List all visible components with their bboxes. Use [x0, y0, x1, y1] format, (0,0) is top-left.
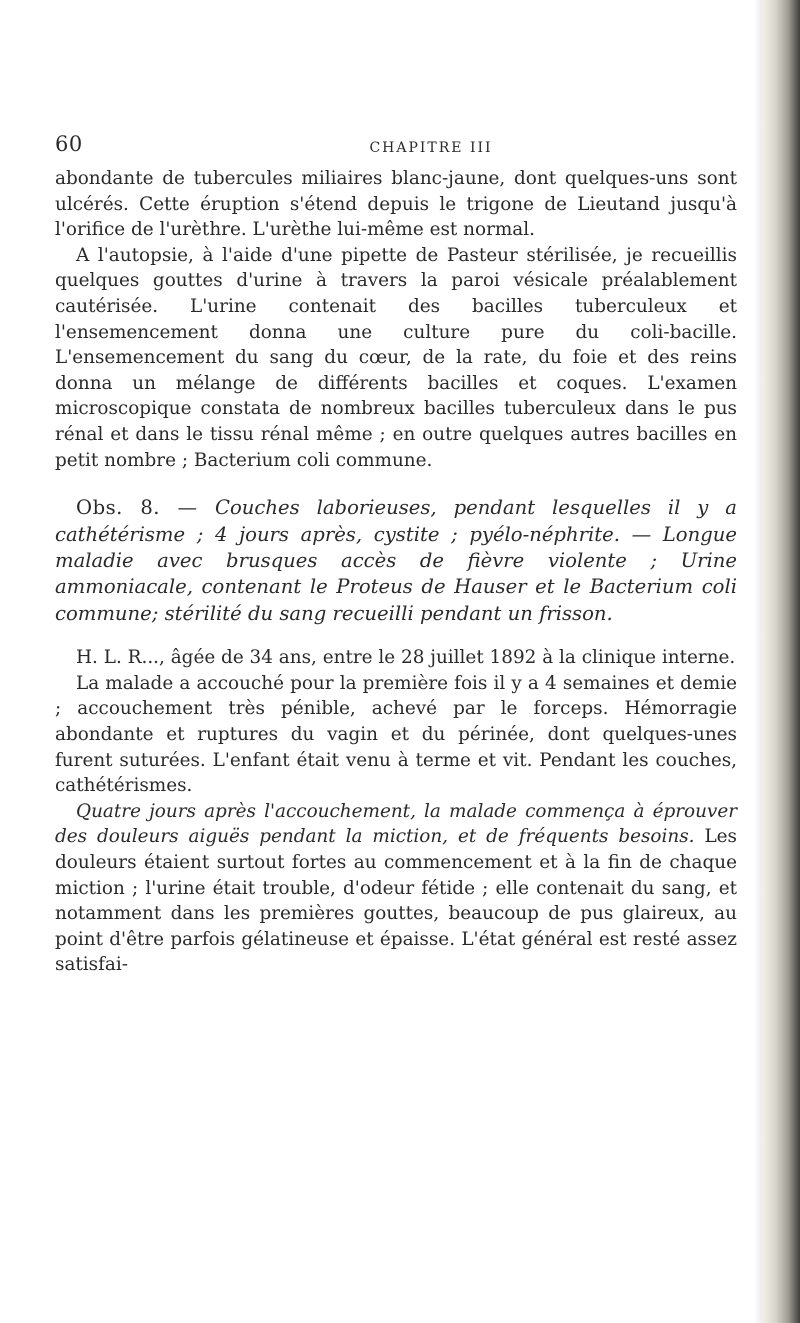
- page-edge-shadow: [754, 0, 762, 1323]
- onset-text: Les douleurs étaient surtout fortes au commencement et à la fin de chaque miction ; l'urine était trouble, d'odeur fétide ; elle contenait du sang, et notamment dans les premières gouttes, beaucoup de pus glaireux, au point d'être parfois gélatineuse et épaisse. L'état général est resté assez satisfai-: [55, 826, 737, 976]
- paragraph-continuation: abondante de tubercules miliaires blanc-jaune, dont quelques-uns sont ulcérés. Cette éruption s'étend depuis le trigone de Lieutand jusqu'à l'orifice de l'urèthre. L'urèthe lui-même est normal.: [55, 168, 737, 241]
- page-edge: [762, 0, 800, 1323]
- observation-title: Couches laborieuses, pendant lesquelles il y a cathétérisme ; 4 jours après, cystite ; pyélo-néphrite. — Longue maladie avec brusques accès de fièvre violente ; Urine ammoniacale, contenant le Proteus de Hauser et le Bacterium coli commune; stérilité du sang recueilli pendant un frisson.: [55, 496, 737, 625]
- observation-number: Obs. 8. —: [76, 496, 215, 520]
- running-head: CHAPITRE III: [369, 140, 493, 156]
- page-body: [55, 166, 737, 978]
- paragraph-case-onset: [55, 799, 737, 978]
- page-number: 60: [55, 132, 83, 156]
- paragraph-autopsy: A l'autopsie, à l'aide d'une pipette de Pasteur stérilisée, je recueillis quelques gouttes d'urine à travers la paroi vésicale préalablement cautérisée. L'urine contenait des bacilles tuberculeux et l'ensemencement donna une culture pure du coli-bacille. L'ensemencement du sang du cœur, de la rate, du foie et des reins donna un mélange de différents bacilles et coques. L'examen microscopique constata de nombreux bacilles tuberculeux dans le pus rénal et dans le tissu rénal même ; en outre quelques autres bacilles en petit nombre ; Bacterium coli commune.: [55, 244, 737, 471]
- paragraph-case-intro: H. L. R..., âgée de 34 ans, entre le 28 juillet 1892 à la clinique interne.: [76, 647, 736, 669]
- onset-italic-text: Quatre jours après l'accouchement, la malade commença à éprouver des douleurs aiguës pendant la miction, et de fréquents besoins.: [55, 800, 737, 848]
- page-header: [55, 132, 737, 166]
- observation-heading: [55, 495, 737, 627]
- spacer: [55, 627, 737, 645]
- paragraph-case-history: La malade a accouché pour la première fois il y a 4 semaines et demie ; accouchement très pénible, achevé par le forceps. Hémorragie abondante et ruptures du vagin et du périnée, dont quelques-unes furent suturées. L'enfant était venu à terme et vit. Pendant les couches, cathétérismes.: [55, 672, 737, 797]
